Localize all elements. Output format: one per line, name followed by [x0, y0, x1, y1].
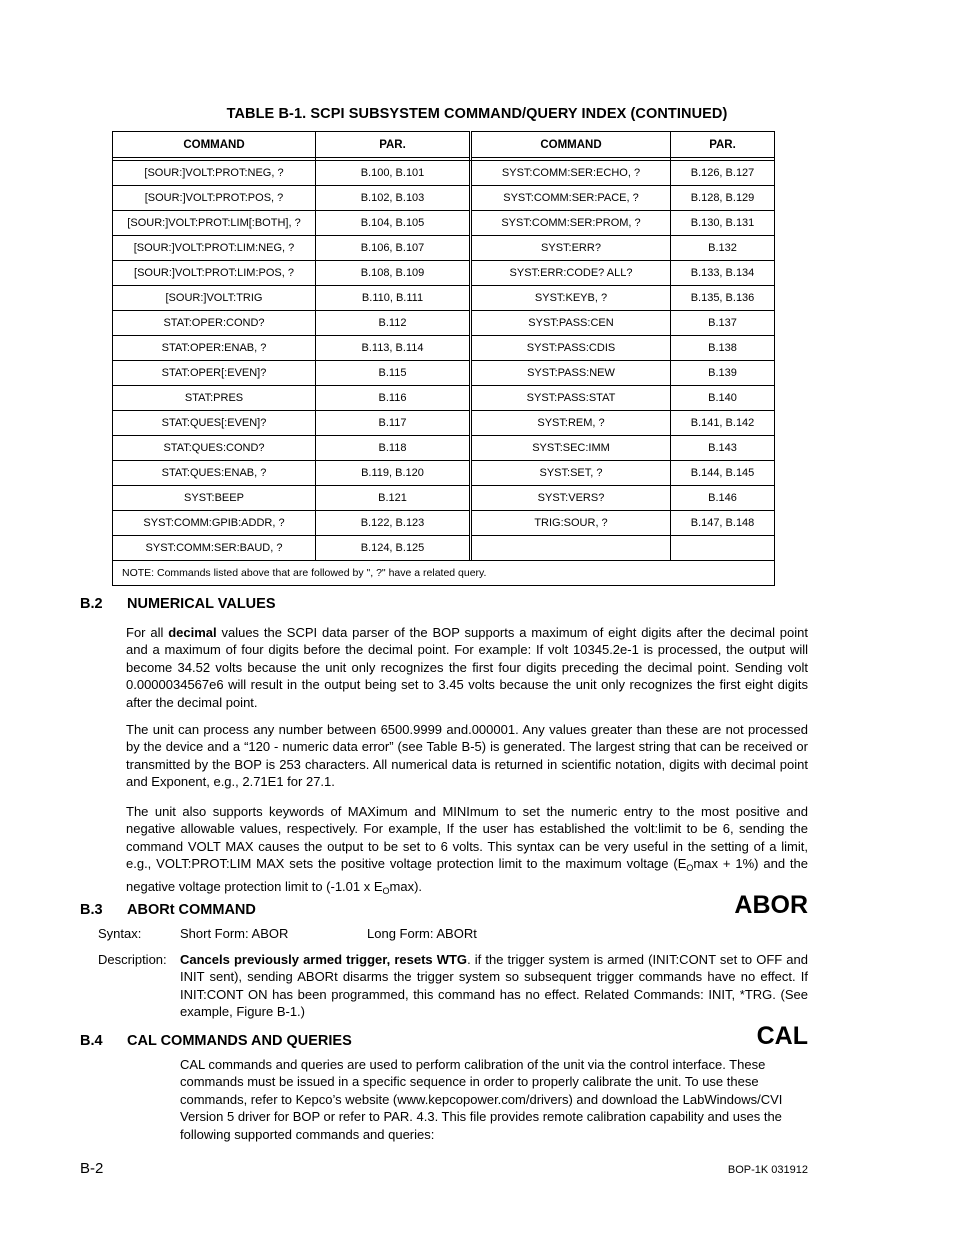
cal-paragraph: CAL commands and queries are used to perform calibration of the unit via the control interface. These commands must be issued in a specific sequence in order to properly calibrate the unit. To use these commands, refer to Kepco’s website (www.kepcopower.com/drivers) and download the LabWindows/CVI Version 5 driver for BOP or refer to PAR. 4.3. This file provides remote calibration capability and uses the following supported commands and queries:	[180, 1057, 783, 1142]
command-cell: SYST:BEEP	[113, 486, 316, 511]
paragraph-ref-cell: B.139	[671, 361, 775, 386]
command-cell: SYST:PASS:CDIS	[472, 336, 671, 361]
command-cell: SYST:COMM:SER:ECHO, ?	[472, 161, 671, 186]
command-cell: STAT:PRES	[113, 386, 316, 411]
paragraph-ref-cell: B.135, B.136	[671, 286, 775, 311]
paragraph-ref-cell: B.138	[671, 336, 775, 361]
paragraph-ref-cell: B.132	[671, 236, 775, 261]
table-row	[113, 511, 775, 536]
abort-description: Cancels previously armed trigger, resets WTG. if the trigger system is armed (INIT:CONT set to OFF and INIT sent), sending ABORt disarms the trigger system so subsequent trigger commands have no effect. If INIT:CONT ON has been programmed, this command has no effect. Related Commands: INIT, *TRG. (See example, Figure B-1.)	[180, 952, 808, 1020]
paragraph-ref-cell: B.104, B.105	[316, 211, 470, 236]
command-index-table	[112, 131, 775, 586]
abor-command-label: ABOR	[734, 891, 808, 919]
command-cell: [SOUR:]VOLT:PROT:POS, ?	[113, 186, 316, 211]
paragraph-ref-cell: B.128, B.129	[671, 186, 775, 211]
paragraph-ref-cell: B.108, B.109	[316, 261, 470, 286]
column-header: PAR.	[316, 132, 470, 158]
paragraph-ref-cell: B.119, B.120	[316, 461, 470, 486]
document-id: BOP-1K 031912	[727, 1164, 808, 1176]
command-cell: STAT:OPER:COND?	[113, 311, 316, 336]
command-cell: STAT:QUES[:EVEN]?	[113, 411, 316, 436]
column-header: PAR.	[671, 132, 775, 158]
numerical-values-paragraph-2: The unit can process any number between 6500.9999 and.000001. Any values greater than these are not processed by the device and a “120 - numeric data error” (see Table B-5) is generated. The largest string that can be received or transmitted by the BOP is 253 characters. All numerical data is returned in scientific notation, digits with decimal point and Exponent, e.g., 2.71E1 for 27.1.	[126, 722, 808, 790]
paragraph-ref-cell: B.116	[316, 386, 470, 411]
command-cell: SYST:VERS?	[472, 486, 671, 511]
paragraph-ref-cell: B.140	[671, 386, 775, 411]
paragraph-ref-cell: B.102, B.103	[316, 186, 470, 211]
table-row	[113, 486, 775, 511]
table-header-row	[113, 132, 775, 158]
command-cell: SYST:COMM:GPIB:ADDR, ?	[113, 511, 316, 536]
command-cell: SYST:ERR?	[472, 236, 671, 261]
column-header: COMMAND	[113, 132, 316, 158]
table-row	[113, 211, 775, 236]
paragraph-ref-cell: B.146	[671, 486, 775, 511]
paragraph-ref-cell: B.141, B.142	[671, 411, 775, 436]
cal-command-label: CAL	[756, 1022, 808, 1050]
command-cell: STAT:OPER[:EVEN]?	[113, 361, 316, 386]
command-cell: SYST:COMM:SER:PACE, ?	[472, 186, 671, 211]
command-cell: STAT:QUES:ENAB, ?	[113, 461, 316, 486]
paragraph-ref-cell: B.106, B.107	[316, 236, 470, 261]
paragraph-ref-cell: B.117	[316, 411, 470, 436]
command-cell: SYST:COMM:SER:PROM, ?	[472, 211, 671, 236]
syntax-label: Syntax:	[98, 926, 142, 941]
command-cell: [SOUR:]VOLT:PROT:NEG, ?	[113, 161, 316, 186]
table-row	[113, 336, 775, 361]
command-cell: [SOUR:]VOLT:PROT:LIM[:BOTH], ?	[113, 211, 316, 236]
table-row	[113, 186, 775, 211]
command-cell	[472, 536, 671, 561]
command-cell: [SOUR:]VOLT:PROT:LIM:NEG, ?	[113, 236, 316, 261]
paragraph-ref-cell: B.113, B.114	[316, 336, 470, 361]
page-number: B-2	[80, 1160, 104, 1177]
paragraph-ref-cell: B.110, B.111	[316, 286, 470, 311]
paragraph-ref-cell: B.115	[316, 361, 470, 386]
command-cell: STAT:OPER:ENAB, ?	[113, 336, 316, 361]
table-row	[113, 361, 775, 386]
long-form: Long Form: ABORt	[367, 926, 477, 941]
table-row	[113, 311, 775, 336]
table-row	[113, 461, 775, 486]
table-row	[113, 536, 775, 561]
paragraph-ref-cell: B.122, B.123	[316, 511, 470, 536]
command-cell: SYST:SET, ?	[472, 461, 671, 486]
paragraph-ref-cell: B.118	[316, 436, 470, 461]
paragraph-ref-cell: B.133, B.134	[671, 261, 775, 286]
table-row	[113, 436, 775, 461]
command-cell: SYST:COMM:SER:BAUD, ?	[113, 536, 316, 561]
command-cell: SYST:ERR:CODE? ALL?	[472, 261, 671, 286]
short-form: Short Form: ABOR	[180, 926, 289, 941]
numerical-values-paragraph-3: The unit also supports keywords of MAXimum and MINImum to set the numeric entry to the most positive and negative allowable values, respectively. For example, If the user has established the volt:limit to be 6, sending the command VOLT MAX causes the output to be set to 6 volts. This syntax can be very useful in the setting of a limit, e.g., VOLT:PROT:LIM MAX sets the positive voltage protection limit to the maximum voltage $(E_O\max + 1\%)$ and the negative voltage protection limit to (-1.01 x $E_O\max$).	[126, 804, 809, 896]
command-cell: TRIG:SOUR, ?	[472, 511, 671, 536]
paragraph-ref-cell: B.112	[316, 311, 470, 336]
paragraph-ref-cell: B.130, B.131	[671, 211, 775, 236]
table-note-row	[113, 561, 775, 586]
command-cell: [SOUR:]VOLT:TRIG	[113, 286, 316, 311]
paragraph-ref-cell: B.126, B.127	[671, 161, 775, 186]
paragraph-ref-cell: B.143	[671, 436, 775, 461]
paragraph-ref-cell: B.100, B.101	[316, 161, 470, 186]
command-cell: SYST:PASS:CEN	[472, 311, 671, 336]
table-row	[113, 236, 775, 261]
table-row	[113, 161, 775, 186]
command-cell: [SOUR:]VOLT:PROT:LIM:POS, ?	[113, 261, 316, 286]
paragraph-ref-cell: B.124, B.125	[316, 536, 470, 561]
command-cell: SYST:SEC:IMM	[472, 436, 671, 461]
command-cell: SYST:REM, ?	[472, 411, 671, 436]
command-cell: SYST:PASS:STAT	[472, 386, 671, 411]
command-cell: STAT:QUES:COND?	[113, 436, 316, 461]
paragraph-ref-cell: B.147, B.148	[671, 511, 775, 536]
column-header: COMMAND	[472, 132, 671, 158]
paragraph-ref-cell: B.121	[316, 486, 470, 511]
command-cell: SYST:KEYB, ?	[472, 286, 671, 311]
table-row	[113, 386, 775, 411]
paragraph-ref-cell: B.137	[671, 311, 775, 336]
table-row	[113, 411, 775, 436]
paragraph-ref-cell	[671, 536, 775, 561]
paragraph-ref-cell: B.144, B.145	[671, 461, 775, 486]
table-row	[113, 286, 775, 311]
numerical-values-paragraph-1: For all decimal values the SCPI data parser of the BOP supports a maximum of eight digits after the decimal point and a maximum of four digits before the decimal point. For example: If volt 10345.2e-1 is processed, the output will become 34.52 volts because the unit only recognizes the first four digits preceding the decimal point. Sending volt 0.0000034567e6 will result in the output being set to 3.45 volts because the unit only recognizes the first eight digits after the decimal point.	[126, 625, 808, 710]
table-title: TABLE B-1. SCPI SUBSYSTEM COMMAND/QUERY INDEX (CONTINUED)	[226, 106, 728, 122]
table-note: NOTE: Commands listed above that are followed by ", ?" have a related query.	[113, 561, 775, 586]
command-cell: SYST:PASS:NEW	[472, 361, 671, 386]
description-label: Description:	[98, 952, 167, 967]
table-row	[113, 261, 775, 286]
